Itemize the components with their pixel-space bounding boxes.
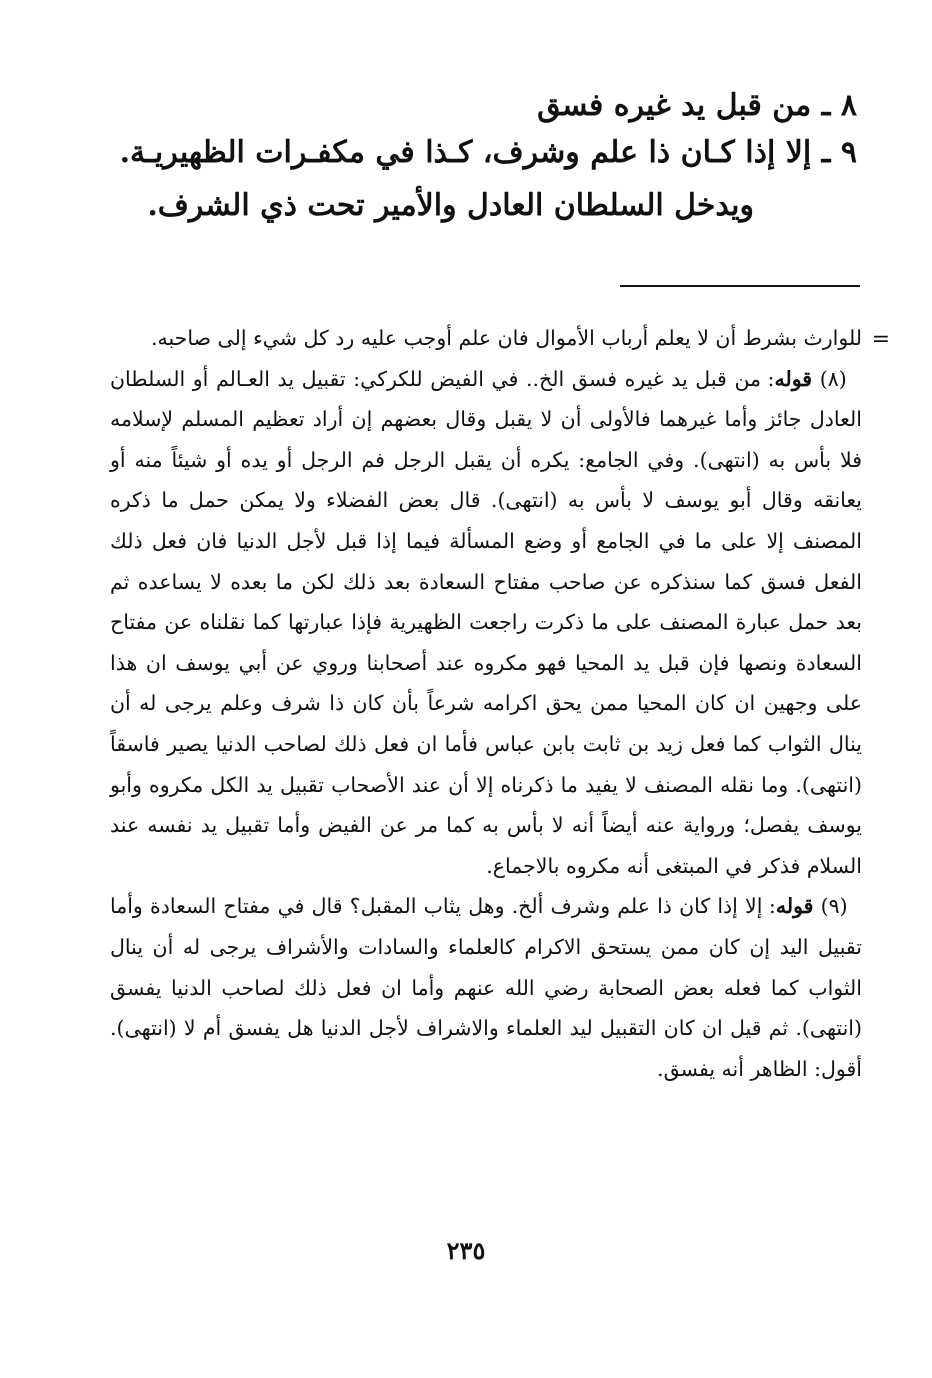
footnote-9	[110, 886, 862, 1089]
footnote-8-number: (٨)	[819, 366, 847, 391]
footnote-separator	[620, 285, 860, 287]
continuation-mark: =	[871, 327, 890, 352]
main-continuation: ويدخل السلطان العادل والأمير تحت ذي الشرف.	[147, 188, 754, 223]
footnotes-block	[110, 318, 862, 1089]
footnote-9-text: : إلا إذا كان ذا علم وشرف ألخ. وهل يثاب المقبل؟ قال في مفتاح السعادة وأما تقبيل اليد إن كان ممن يستحق الاكرام كالعلماء والسادات والأشراف يرجى له أن ينال الثواب كما فعله بعض الصحابة رضي الله عنهم وأما ان فعل ذلك لصاحب الدنيا يفسق (انتهى). ثم قيل ان كان التقبيل ليد العلماء والاشراف لأجل الدنيا هل يفسق أم لا (انتهى). أقول: الظاهر أنه يفسق.	[110, 894, 862, 1081]
footnote-9-number: (٩)	[820, 894, 848, 919]
footnote-continuation: للوارث بشرط أن لا يعلم أرباب الأموال فان علم أوجب عليه رد كل شيء إلى صاحبه.	[150, 326, 862, 350]
main-item-9: ٩ ـ إلا إذا كـان ذا علم وشرف، كـذا في مكفـرات الظهيريـة.	[119, 135, 857, 170]
footnote-8	[110, 359, 862, 887]
main-item-8: ٨ ـ من قبل يد غيره فسق	[537, 88, 857, 123]
page-number: ٢٣٥	[446, 1236, 486, 1265]
footnote-8-keyword: قوله	[774, 366, 813, 391]
footnote-9-keyword: قوله	[775, 894, 814, 919]
footnote-8-text: : من قبل يد غيره فسق الخ.. في الفيض للكركي: تقبيل يد العـالم أو السلطان العادل جائز وأما غيرهما فالأولى أن لا يقبل وقال بعضهم إن أراد تعظيم المسلم لإسلامه فلا بأس به (انتهى). وفي الجامع: يكره أن يقبل الرجل فم الرجل أو يده أو شيئاً منه أو يعانقه وقال أبو يوسف لا بأس به (انتهى). قال بعض الفضلاء ولا يمكن حمل ما ذكره المصنف إلا على ما في الجامع أو وضع المسألة فيما إذا قبل لأجل الدنيا فان فعل ذلك الفعل فسق كما سنذكره عن صاحب مفتاح السعادة بعد ذلك لكن ما بعده لا يساعده ثم بعد حمل عبارة المصنف على ما ذكرت راجعت الظهيرية فإذا عبارتها كما نقلناه عن مفتاح السعادة ونصها فإن قبل يد المحيا فهو مكروه عند أصحابنا وروي عن أبي يوسف ان هذا على وجهين ان كان المحيا ممن يحق اكرامه شرعاً بأن كان ذا شرف وعلم يرجى له أن ينال الثواب كما فعل زيد بن ثابت بابن عباس فأما ان فعل ذلك لصاحب الدنيا يصير فاسقاً (انتهى). وما نقله المصنف لا يفيد ما ذكرناه إلا أن عند الأصحاب تقبيل يد الكل مكروه وأبو يوسف يفصل؛ ورواية عنه أيضاً أنه لا بأس به كما مر عن الفيض وأما تقبيل يد نفسه عند السلام فذكر في المبتغى أنه مكروه بالاجماع.	[110, 366, 862, 878]
